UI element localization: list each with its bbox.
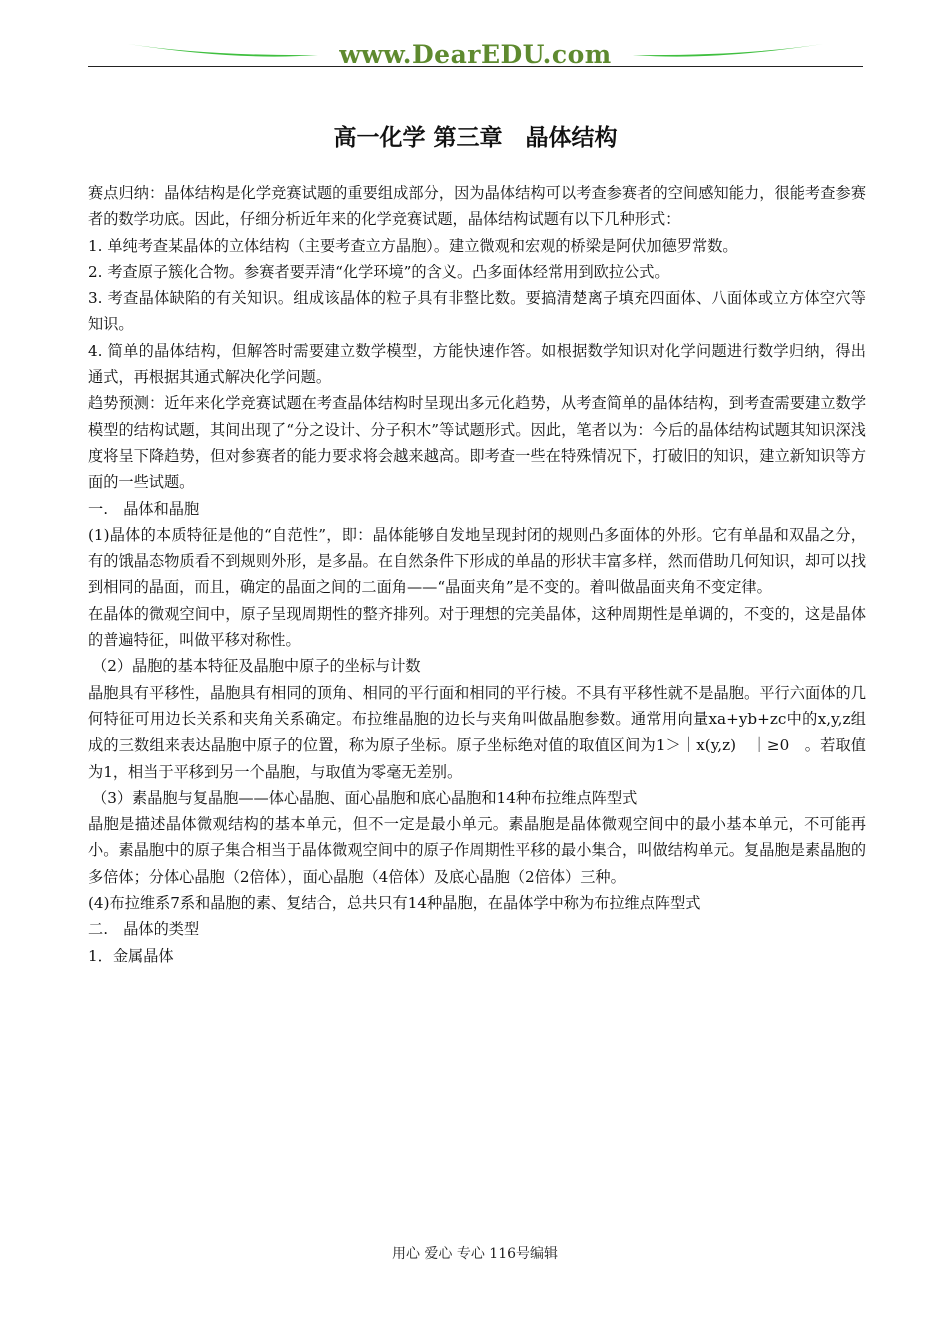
paragraph-cell-features: 晶胞具有平移性，晶胞具有相同的顶角、相同的平行面和相同的平行棱。不具有平移性就不是晶胞。平行六面体的几何特征可用边长关系和夹角关系确定。布拉维晶胞的边长与夹角叫做晶胞参数。通常用向量xa+yb+zc中的x,y,z组成的三数组来表达晶胞中原子的位置，称为原子坐标。原子坐标绝对值的取值区间为1＞｜x(y,z) ｜≥0 。若取值为1，相当于平移到另一个晶胞，与取值为零毫无差别。 [88, 683, 866, 781]
paragraph-item-1: 1. 单纯考查某晶体的立体结构（主要考查立方晶胞）。建立微观和宏观的桥梁是阿伏加德罗常数。 [88, 236, 738, 255]
site-header [88, 34, 863, 70]
paragraph-item-4: 4. 简单的晶体结构，但解答时需要建立数学模型，方能快速作答。如根据数学知识对化学问题进行数学归纳，得出通式，再根据其通式解决化学问题。 [88, 341, 866, 387]
paragraph-trend: 趋势预测：近年来化学竞赛试题在考查晶体结构时呈现出多元化趋势，从考查简单的晶体结构，到考查需要建立数学模型的结构试题，其间出现了“分之设计、分子积木”等试题形式。因此，笔者以为：今后的晶体结构试题其知识深浅度将呈下降趋势，但对参赛者的能力要求将会越来越高。即考查一些在特殊情况下，打破旧的知识，建立新知识等方面的一些试题。 [88, 394, 866, 492]
paragraph-bravais: (4)布拉维系7系和晶胞的素、复结合，总共只有14种晶胞，在晶体学中称为布拉维点阵型式 [88, 894, 701, 913]
page-footer: 用心 爱心 专心 116号编辑 [391, 1246, 559, 1262]
subheading-primitive-cells: （3）素晶胞与复晶胞——体心晶胞、面心晶胞和底心晶胞和14种布拉维点阵型式 [92, 788, 638, 807]
paragraph-crystal-nature: (1)晶体的本质特征是他的“自范性”，即：晶体能够自发地呈现封闭的规则凸多面体的外形。它有单晶和双晶之分，有的饿晶态物质看不到规则外形，是多晶。在自然条件下形成的单晶的形状丰富多样，然而借助几何知识，却可以找到相同的晶面，而且，确定的晶面之间的二面角——“晶面夹角”是不变的。着叫做晶面夹角不变定律。 [88, 525, 866, 597]
section-heading-1: 一. 晶体和晶胞 [88, 499, 200, 518]
subheading-cell-features: （2）晶胞的基本特征及晶胞中原子的坐标与计数 [92, 657, 421, 676]
site-logo-text[interactable]: www.DearEDU.com [339, 40, 612, 69]
paragraph-item-2: 2. 考查原子簇化合物。参赛者要弄清“化学环境”的含义。凸多面体经常用到欧拉公式。 [88, 262, 670, 281]
paragraph-summary: 赛点归纳：晶体结构是化学竞赛试题的重要组成部分，因为晶体结构可以考查参赛者的空间感知能力，很能考查参赛者的数学功底。因此，仔细分析近年来的化学竞赛试题，晶体结构试题有以下几种形式： [88, 184, 866, 229]
header-divider [88, 66, 863, 67]
document-body [88, 180, 866, 969]
paragraph-microscopic: 在晶体的微观空间中，原子呈现周期性的整齐排列。对于理想的完美晶体，这种周期性是单调的，不变的，这是晶体的普遍特征，叫做平移对称性。 [88, 604, 866, 650]
subheading-metal-crystal: 1．金属晶体 [88, 946, 174, 965]
paragraph-item-3: 3. 考查晶体缺陷的有关知识。组成该晶体的粒子具有非整比数。要搞清楚离子填充四面体、八面体或立方体空穴等知识。 [88, 289, 866, 334]
page-title: 高一化学 第三章 晶体结构 [333, 125, 618, 151]
paragraph-primitive-cells: 晶胞是描述晶体微观结构的基本单元，但不一定是最小单元。素晶胞是晶体微观空间中的最小基本单元，不可能再小。素晶胞中的原子集合相当于晶体微观空间中的原子作周期性平移的最小集合，叫做结构单元。复晶胞是素晶胞的多倍体；分体心晶胞（2倍体），面心晶胞（4倍体）及底心晶胞（2倍体）三种。 [88, 815, 866, 886]
section-heading-2: 二. 晶体的类型 [88, 920, 200, 939]
